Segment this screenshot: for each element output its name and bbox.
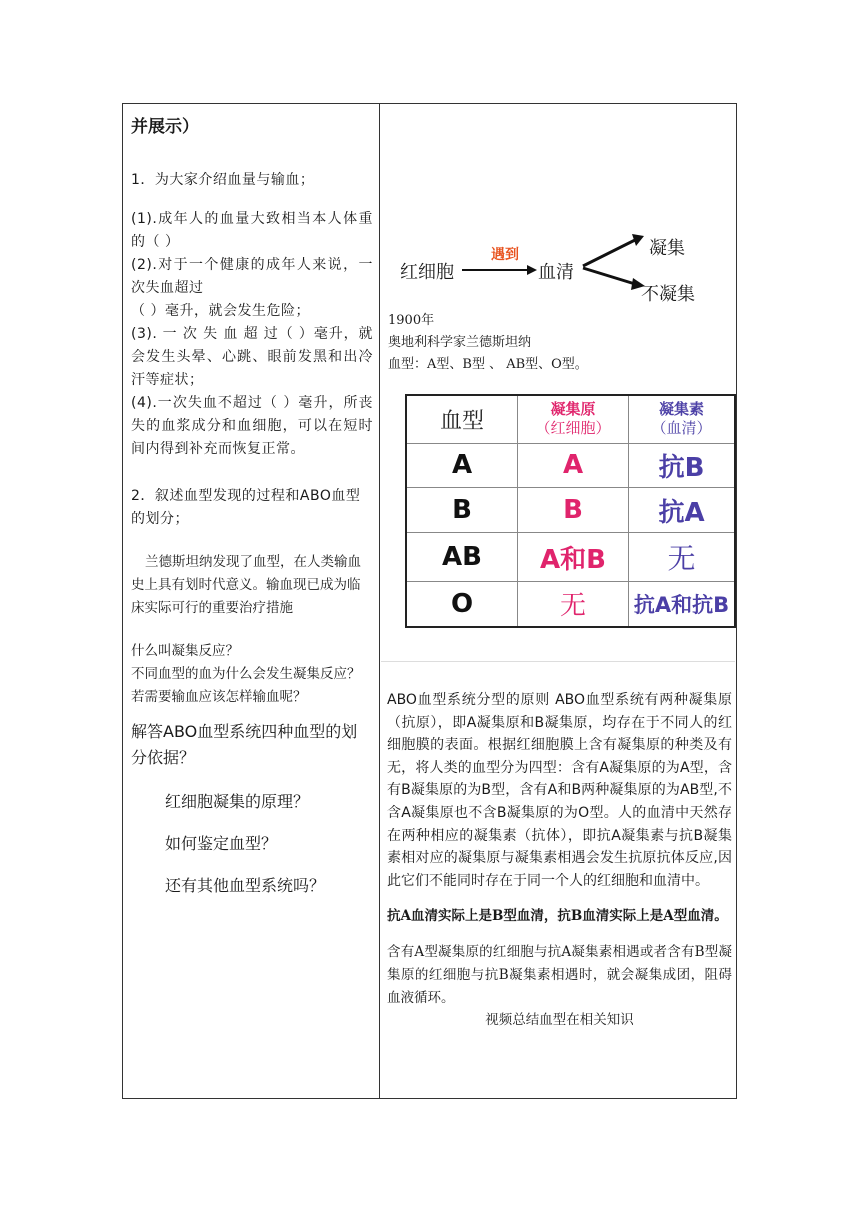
cell-antigen: B (518, 488, 629, 533)
question-1-3: (3). 一 次 失 血 超 过（ ）毫升，就会发生头晕、心跳、眼前发黑和出冷汗等症状； (131, 326, 373, 388)
cell-antibody: 无 (629, 533, 736, 582)
agglutination-note: 含有A型凝集原的红细胞与抗A凝集素相遇或者含有B型凝集原的红细胞与抗B凝集素相遇时，就会凝集成团，阻碍血液循环。 (387, 944, 732, 1006)
cell-type: AB (406, 533, 518, 582)
section-divider (381, 661, 735, 662)
question-1-4: (4).一次失血不超过（ ）毫升，所丧失的血浆成分和血细胞，可以在短时间内得到补充而恢复正常。 (131, 395, 373, 457)
table-row (406, 533, 735, 582)
principle-question: 红细胞凝集的原理？ (165, 792, 310, 811)
question-2: 2．叙述血型发现的过程和ABO血型的划分； (131, 488, 361, 527)
different-blood-question: 不同血型的血为什么会发生凝集反应？若需要输血应该怎样输血呢？ (131, 666, 361, 705)
table-row (406, 488, 735, 533)
abo-explanation (387, 689, 732, 1032)
scientist-text: 奥地利科学家兰德斯坦纳 (388, 335, 532, 350)
cell-antigen: A (518, 443, 629, 488)
explain-question: 解答ABO血型系统四种血型的划分依据？ (131, 722, 358, 767)
landsteiner-text: 兰德斯坦纳发现了血型，在人类输血史上具有划时代意义。输血现已成为临床实际可行的重要治疗措施 (131, 554, 361, 616)
cell-antigen: 无 (518, 581, 629, 627)
cell-type: O (406, 581, 518, 627)
cell-antibody: 抗A (629, 488, 736, 533)
diagram-agglutinate: 凝集 (649, 238, 685, 259)
agglutination-diagram (395, 228, 715, 308)
cell-antibody: 抗B (629, 443, 736, 488)
cell-antigen: A和B (518, 533, 629, 582)
cell-type: B (406, 488, 518, 533)
header-antigen: 凝集原 （红细胞） (518, 395, 629, 443)
year-text: 1900年 (388, 313, 435, 328)
question-1-2b: （ ）毫升，就会发生危险； (131, 303, 310, 319)
question-1: 1．为大家介绍血量与输血； (131, 172, 315, 188)
blood-types-text: 血型：A型、B型 、 AB型、O型。 (388, 357, 588, 372)
blood-type-table (405, 394, 736, 628)
cell-antibody: 抗A和抗B (629, 581, 736, 627)
question-1-2a: (2).对于一个健康的成年人来说，一次失血超过 (131, 257, 373, 296)
diagram-no-agglutinate: 不凝集 (641, 284, 695, 305)
diagram-meet: 遇到 (491, 247, 519, 263)
video-summary: 视频总结血型在相关知识 (485, 1012, 634, 1029)
antiserum-note: 抗A血清实际上是B型血清，抗B血清实际上是A型血清。 (387, 908, 728, 925)
other-systems-question: 还有其他血型系统吗？ (165, 876, 326, 895)
table-row (406, 581, 735, 627)
diagram-rbc: 红细胞 (400, 262, 454, 283)
column-divider (379, 103, 380, 1099)
table-header-row (406, 395, 735, 443)
diagram-serum: 血清 (538, 262, 574, 283)
left-column (131, 112, 373, 899)
abo-paragraph: ABO血型系统分型的原则 ABO血型系统有两种凝集原（抗原），即A凝集原和B凝集原，均存在于不同人的红细胞膜的表面。根据红细胞膜上含有凝集原的种类及有无，将人类的血型分为四型：含有A凝集原的为A型，含有B凝集原的为B型，含有A和B两种凝集原的为AB型,不含A凝集原也不含B凝集原的为O型。人的血清中天然存在两种相应的凝集素（抗体），即抗A凝集素与抗B凝集素相对应的凝集原与凝集素相遇会发生抗原抗体反应,因此它们不能同时存在于同一个人的红细胞和血清中。 (387, 692, 732, 889)
identify-question: 如何鉴定血型？ (165, 834, 278, 853)
question-1-1: (1).成年人的血量大致相当本人体重的（ ） (131, 211, 373, 250)
header-antibody: 凝集素 （血清） (629, 395, 736, 443)
cell-type: A (406, 443, 518, 488)
table-row (406, 443, 735, 488)
header-blood-type: 血型 (406, 395, 518, 443)
section-header: 并展示） (131, 117, 199, 137)
agglutination-question: 什么叫凝集反应？ (131, 643, 239, 659)
history-block (388, 310, 588, 376)
